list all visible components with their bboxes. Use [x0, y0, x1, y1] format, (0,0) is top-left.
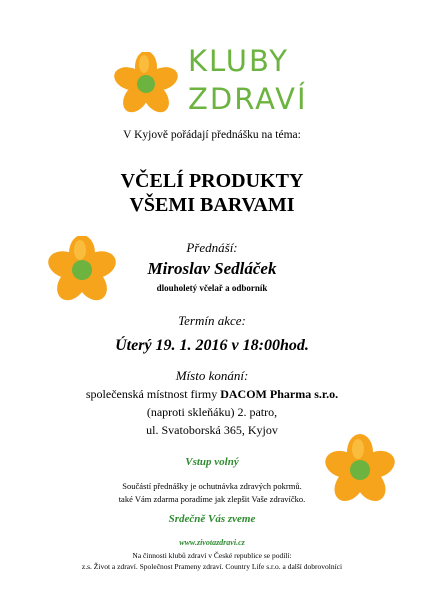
logo-text — [188, 45, 308, 115]
footer-line-2: z.s. Život a zdraví. Společnost Prameny zdraví. Country Life s.r.o. a další dobrovolníci — [81, 562, 343, 571]
title-line-1: VČELÍ PRODUKTY — [120, 170, 304, 192]
venue-line-2: (naproti skleňáku) 2. patro, — [146, 405, 278, 419]
info-line-1: Součástí přednášky je ochutnávka zdravých pokrmů. — [122, 481, 302, 491]
logo-line-1: KLUBY — [188, 44, 289, 78]
intro-text: V Kyjově pořádají přednášku na téma: — [123, 129, 301, 141]
footer-website[interactable]: www.zivotazdravi.cz — [179, 538, 245, 547]
venue-line-1 — [0, 385, 424, 403]
flower-logo-icon — [112, 52, 180, 116]
event-title — [0, 169, 424, 217]
info-text — [0, 480, 424, 506]
logo-line-2: ZDRAVÍ — [188, 82, 308, 116]
title-line-2: VŠEMI BARVAMI — [129, 194, 295, 216]
closing-text: Srdečně Vás zveme — [168, 513, 256, 525]
footer-contributors — [0, 550, 424, 572]
speaker-label: Přednáší: — [186, 240, 238, 255]
venue-address — [0, 385, 424, 439]
venue-line-3: ul. Svatoborská 365, Kyjov — [146, 423, 278, 437]
venue-label: Místo konání: — [175, 368, 249, 383]
info-line-2: také Vám zdarma poradíme jak zlepšit Vaše zdravíčko. — [118, 494, 306, 504]
footer-line-1: Na činnosti klubů zdraví v České republice se podílí: — [132, 551, 292, 560]
entry-free: Vstup volný — [185, 456, 239, 468]
date-label: Termín akce: — [178, 313, 246, 328]
venue-line-1-prefix: společenská místnost firmy — [85, 387, 221, 401]
speaker-name: Miroslav Sedláček — [147, 259, 277, 278]
event-date: Úterý 19. 1. 2016 v 18:00hod. — [115, 337, 309, 354]
speaker-description: dlouholetý včelař a odborník — [156, 283, 268, 293]
venue-company: DACOM Pharma s.r.o. — [220, 387, 339, 401]
